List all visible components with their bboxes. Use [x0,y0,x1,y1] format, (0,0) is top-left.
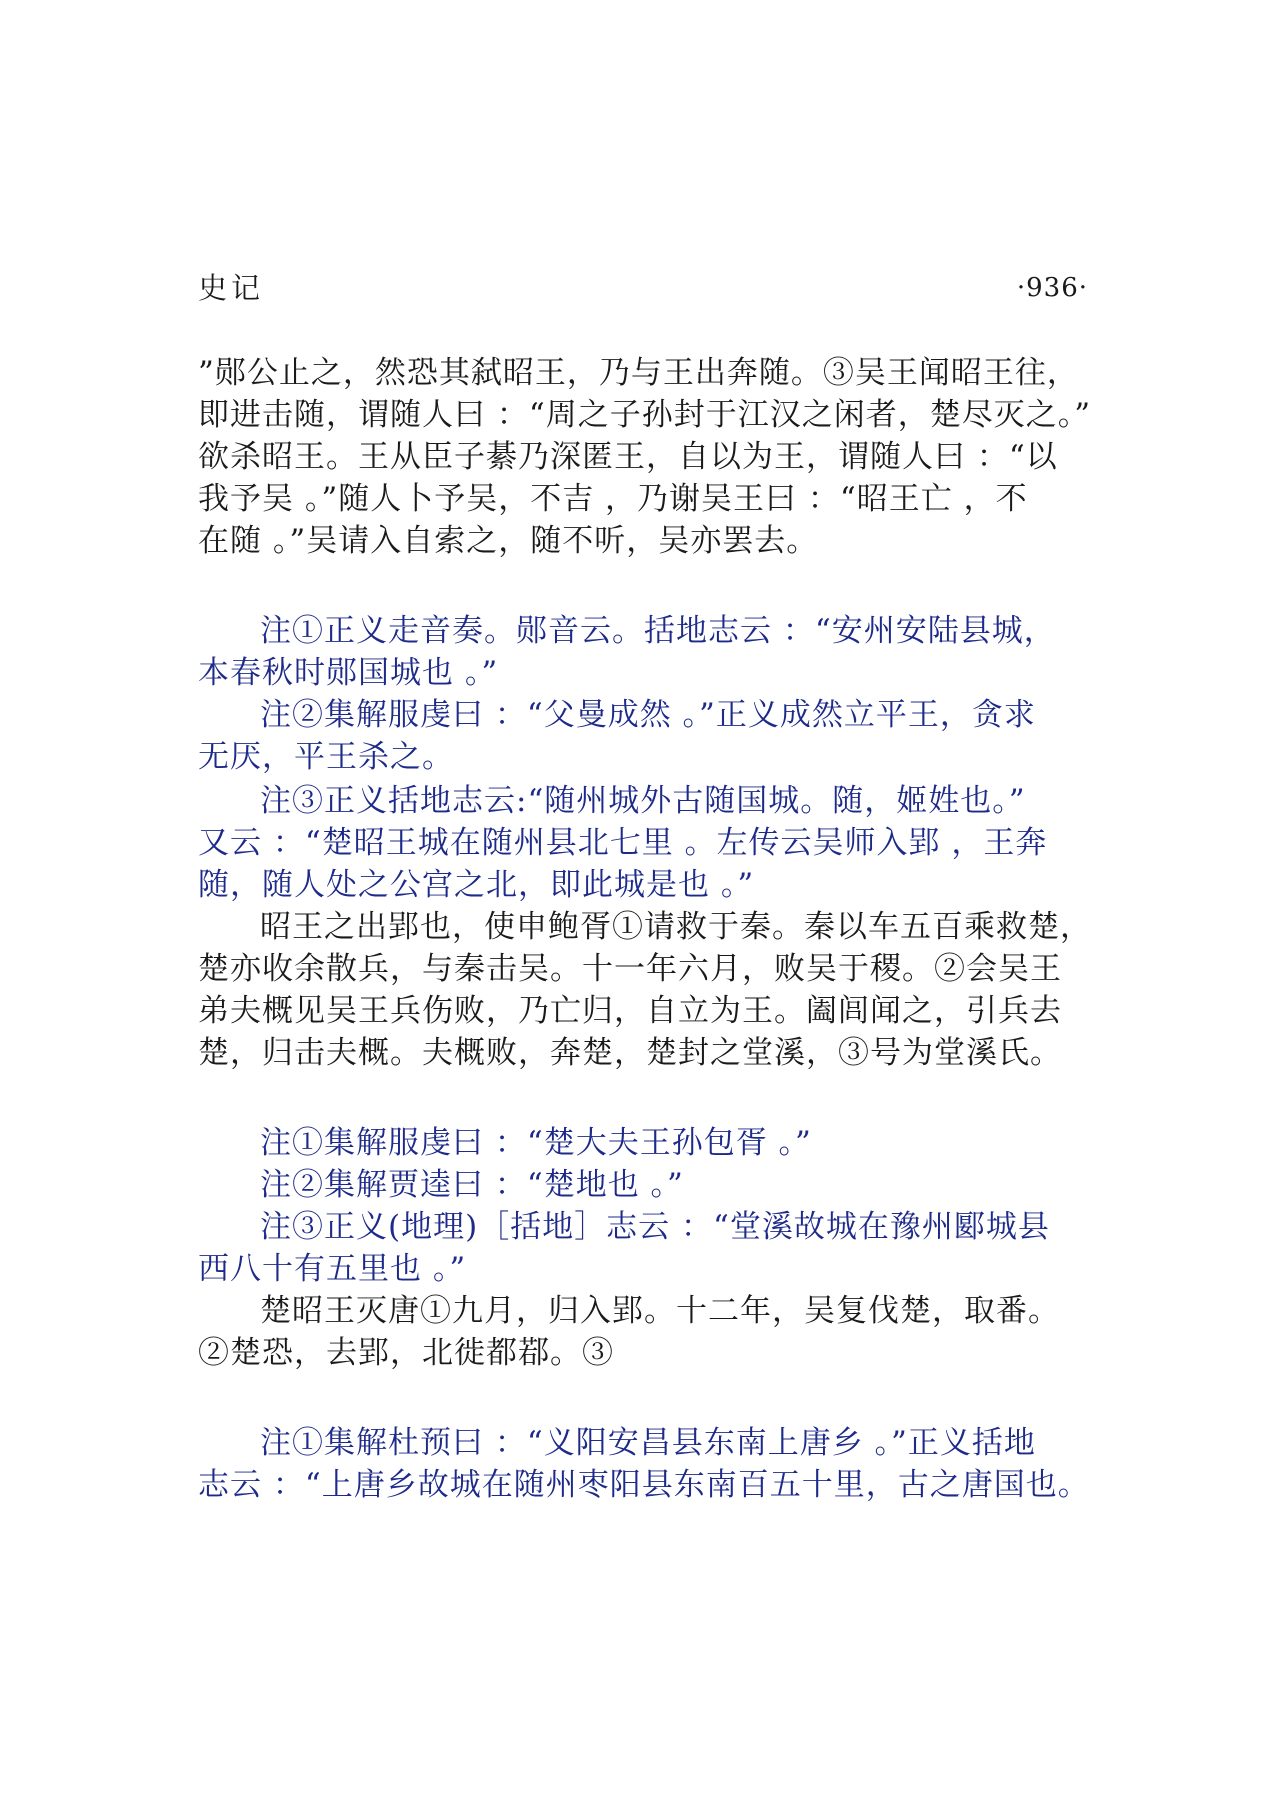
text-line: 楚，归击夫概。夫概败，奔楚，楚封之堂溪，③号为堂溪氏。 [198,1035,1062,1071]
text-line: 即进击随，谓随人曰 ：“周之子孙封于江汉之闲者，楚尽灭之。” [198,397,1092,433]
text-line: ②楚恐，去郢，北徙都鄀。③ [198,1335,614,1371]
annotation-line: 无厌，平王杀之。 [198,739,454,775]
annotation-line: 注③正义括地志云:“随州城外古随国城。随，姬姓也。” [260,783,1026,819]
annotation-line: 随，随人处之公宫之北，即此城是也 。” [198,867,755,903]
annotation-line: 注①集解杜预曰 ：“义阳安昌县东南上唐乡 。”正义括地 [260,1425,1036,1461]
text-line: 昭王之出郢也，使申鲍胥①请救于秦。秦以车五百乘救楚， [260,909,1092,945]
text-line: 楚亦收余散兵，与秦击吴。十一年六月，败吴于稷。②会吴王 [198,951,1062,987]
page-number: ·936· [1016,273,1088,303]
annotation-line: 西八十有五里也 。” [198,1251,467,1287]
annotation-line: 注①集解服虔曰 ：“楚大夫王孙包胥 。” [260,1125,812,1161]
text-line: 楚昭王灭唐①九月，归入郢。十二年，吴复伐楚，取番。 [260,1293,1060,1329]
page-header [198,268,1088,308]
text-line: 我予吴 。”随人卜予吴，不吉 ，乃谢吴王曰 ：“昭王亡 ，不 [198,481,1028,517]
annotation-line: 注②集解贾逵曰 ：“楚地也 。” [260,1167,684,1203]
text-line: 欲杀昭王。王从臣子綦乃深匿王，自以为王，谓随人曰 ：“以 [198,439,1058,475]
book-title: 史记 [198,271,265,305]
text-line: 弟夫概见吴王兵伤败，乃亡归，自立为王。阖闾闻之，引兵去 [198,993,1062,1029]
text-line: ”郧公止之，然恐其弑昭王，乃与王出奔随。③吴王闻昭王往， [198,355,1079,391]
annotation-line: 本春秋时郧国城也 。” [198,655,499,691]
annotation-line: 又云 ：“楚昭王城在随州县北七里 。左传云吴师入郢 ，王奔 [198,825,1048,861]
annotation-line: 注③正义(地理)［括地］志云 ：“堂溪故城在豫州郾城县 [260,1209,1050,1245]
annotation-line: 志云 ：“上唐乡故城在随州枣阳县东南百五十里，古之唐国也。 [198,1467,1090,1503]
annotation-line: 注①正义走音奏。郧音云。括地志云 ：“安州安陆县城， [260,613,1056,649]
text-line: 在随 。”吴请入自索之，随不听，吴亦罢去。 [198,523,819,559]
annotation-line: 注②集解服虔曰 ：“父曼成然 。”正义成然立平王，贪求 [260,697,1036,733]
